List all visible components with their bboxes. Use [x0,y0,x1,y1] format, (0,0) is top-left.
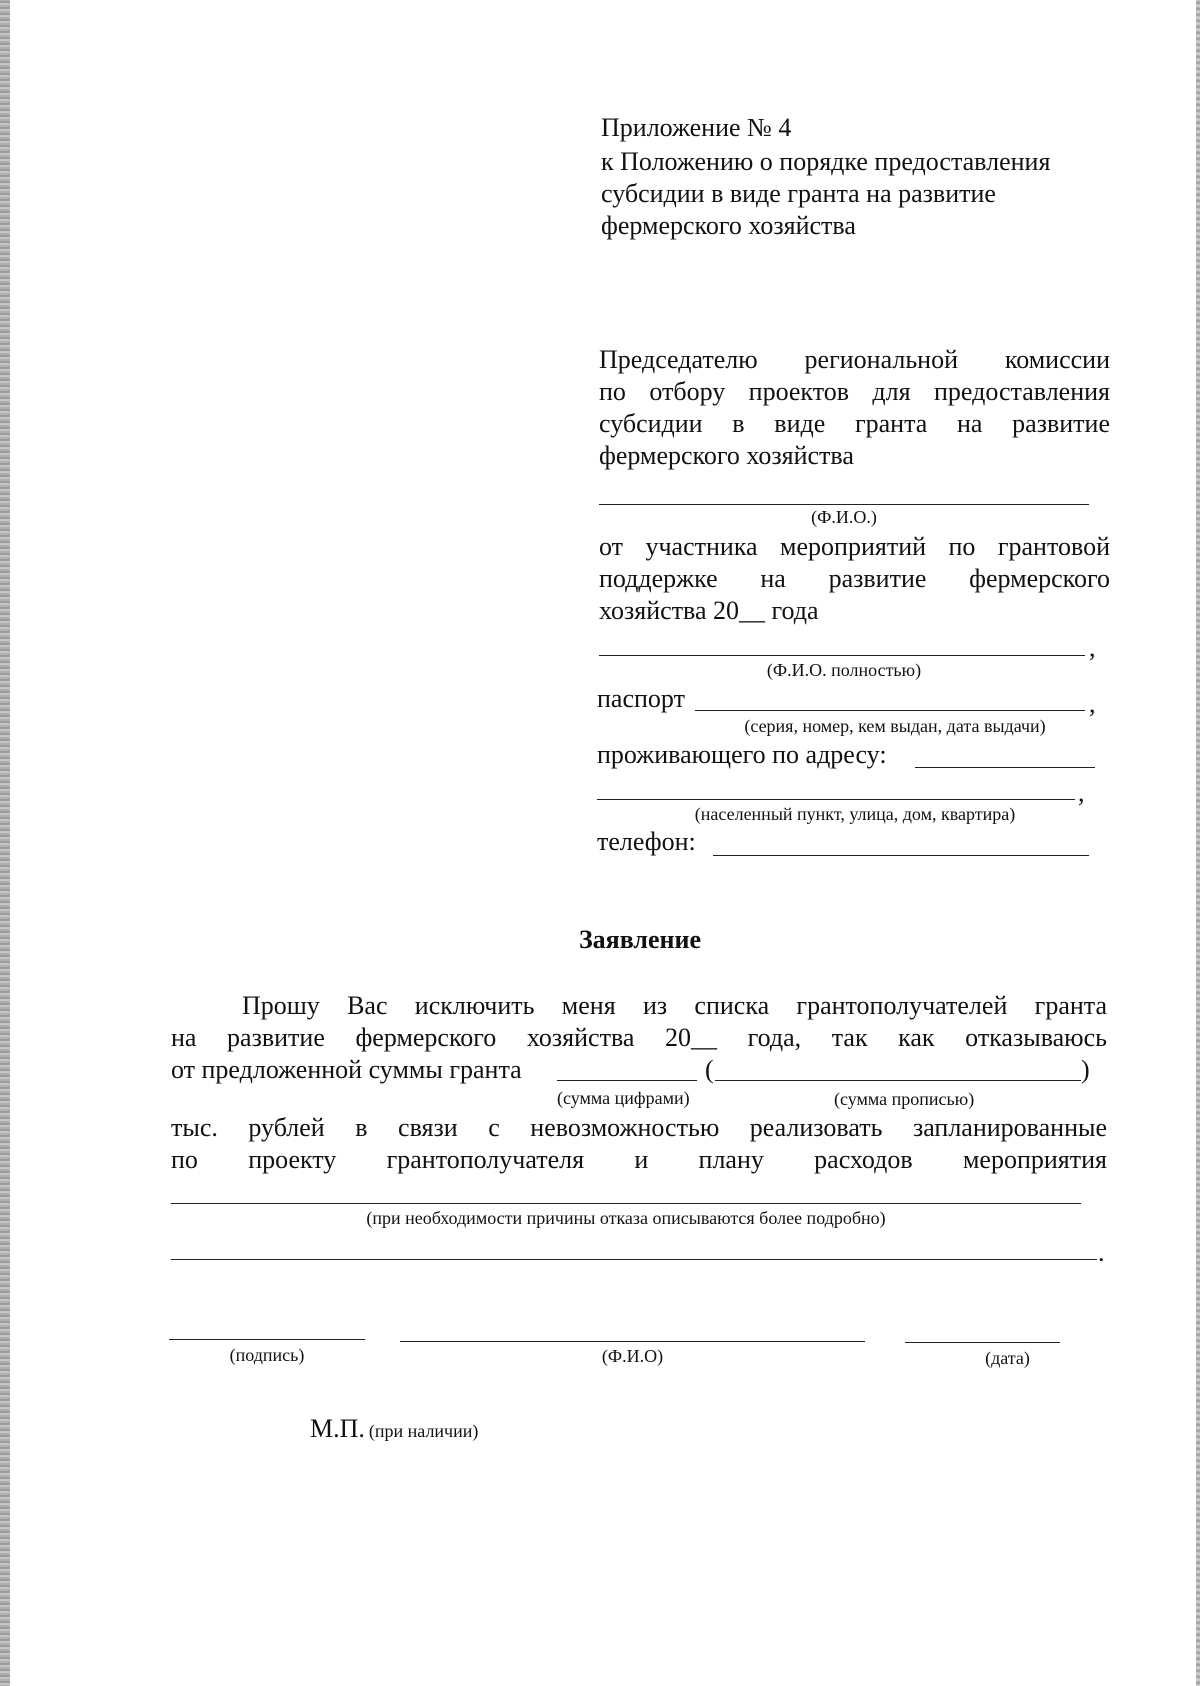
open-paren: ( [705,1055,714,1084]
comma-3: , [1078,778,1085,807]
appendix-line-3: субсидии в виде гранта на развитие [601,179,996,208]
addressee-line-3: субсидии в виде гранта на развитие [599,409,1110,438]
date-line [905,1342,1060,1343]
from-line-1: от участника мероприятий по грантовой [599,532,1110,561]
from-line-2: поддержке на развитие фермерского [599,564,1110,593]
appendix-line-2: к Положению о порядке предоставления [601,147,1051,176]
para-line-5: по проекту грантополучателя и плану расходов мероприятия [171,1145,1107,1174]
signer-fio-line [400,1341,865,1342]
passport-line [695,710,1085,711]
participant-fio-line [599,655,1085,656]
chairman-fio-line [599,504,1089,505]
para-line-1: Прошу Вас исключить меня из списка грантополучателей гранта [242,991,1107,1020]
passport-label: паспорт [597,684,685,713]
sum-digits-caption: (сумма цифрами) [557,1088,690,1108]
signature-caption: (подпись) [229,1345,305,1365]
final-period: . [1098,1238,1105,1267]
scan-edge-right [1196,0,1200,1686]
comma-1: , [1089,633,1096,662]
stamp-label: М.П. [310,1414,365,1443]
passport-caption: (серия, номер, кем выдан, дата выдачи) [744,716,1046,736]
phone-line [713,855,1089,856]
sum-words-line [715,1080,1081,1081]
stamp-note-text: (при наличии) [368,1421,479,1441]
close-paren: ) [1081,1055,1090,1084]
addressee-line-4: фермерского хозяйства [599,441,854,470]
chairman-fio-caption: (Ф.И.О.) [811,507,877,527]
statement-title: Заявление [578,925,702,954]
appendix-title: Приложение № 4 [601,113,792,142]
reason-line-1 [171,1203,1081,1204]
scan-edge-left [0,0,10,1686]
stamp-note [310,1413,478,1445]
address-label: проживающего по адресу: [597,740,887,769]
comma-2: , [1089,689,1096,718]
address-line-2 [597,799,1075,800]
reason-line-2 [171,1259,1097,1260]
sum-digits-line [557,1080,697,1081]
addressee-line-2: по отбору проектов для предоставления [599,377,1110,406]
date-caption: (дата) [985,1348,1030,1368]
para-line-3-start: от предложенной суммы гранта [171,1055,522,1084]
addressee-line-1: Председателю региональной комиссии [599,345,1110,374]
participant-fio-caption: (Ф.И.О. полностью) [766,660,922,680]
address-caption: (населенный пункт, улица, дом, квартира) [694,804,1016,824]
sum-words-caption: (сумма прописью) [834,1089,975,1109]
para-line-4: тыс. рублей в связи с невозможностью реализовать запланированные [171,1113,1107,1142]
signature-line [169,1339,365,1340]
appendix-line-4: фермерского хозяйства [601,211,856,240]
signer-fio-caption: (Ф.И.О) [601,1346,664,1366]
address-line-1 [915,767,1095,768]
reason-caption: (при необходимости причины отказа описываются более подробно) [366,1208,886,1228]
from-line-3: хозяйства 20__ года [599,596,819,625]
phone-label: телефон: [597,827,696,856]
para-line-2: на развитие фермерского хозяйства 20__ года, так как отказываюсь [171,1023,1107,1052]
